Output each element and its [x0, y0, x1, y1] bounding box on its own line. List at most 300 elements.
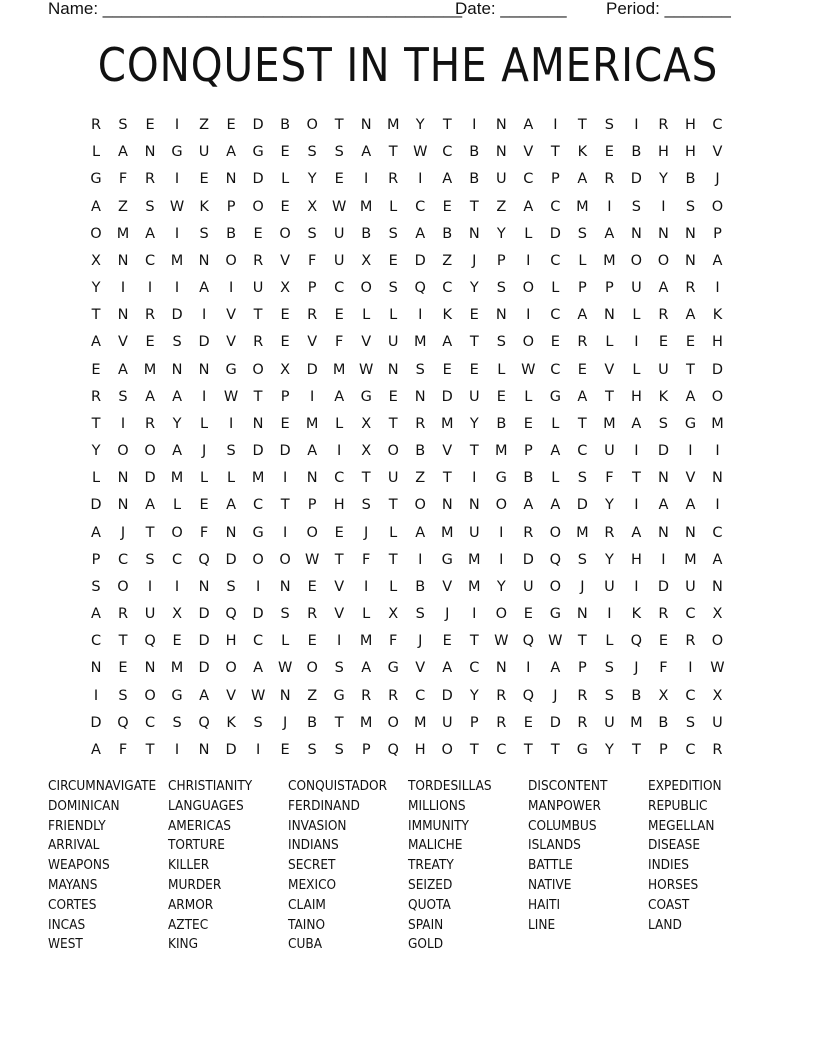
grid-letter[interactable]: W [277, 660, 293, 677]
grid-letter[interactable]: K [658, 388, 669, 405]
grid-letter[interactable]: M [170, 660, 184, 677]
grid-letter[interactable]: O [117, 578, 129, 595]
grid-letter[interactable]: R [577, 687, 588, 704]
grid-letter[interactable]: Q [117, 714, 129, 731]
grid-letter[interactable]: Q [414, 280, 426, 297]
grid-letter[interactable]: G [252, 144, 264, 161]
grid-letter[interactable]: T [631, 741, 641, 758]
grid-letter[interactable]: T [550, 144, 560, 161]
grid-letter[interactable]: Y [604, 551, 614, 568]
grid-letter[interactable]: O [657, 252, 670, 269]
grid-letter[interactable]: O [171, 524, 183, 541]
grid-letter[interactable]: T [631, 470, 641, 487]
grid-letter[interactable]: U [333, 225, 345, 242]
grid-letter[interactable]: C [550, 198, 561, 215]
grid-letter[interactable]: Z [118, 198, 128, 215]
grid-letter[interactable]: R [415, 415, 426, 432]
grid-letter[interactable]: I [688, 443, 693, 460]
grid-letter[interactable]: D [252, 606, 264, 623]
grid-letter[interactable]: S [334, 144, 344, 161]
grid-letter[interactable]: T [523, 741, 533, 758]
grid-letter[interactable]: M [359, 633, 373, 650]
grid-letter[interactable]: A [226, 144, 237, 161]
grid-letter[interactable]: I [472, 606, 477, 623]
grid-letter[interactable]: M [170, 252, 184, 269]
grid-letter[interactable]: O [306, 524, 318, 541]
grid-letter[interactable]: A [145, 497, 155, 514]
grid-letter[interactable]: M [386, 117, 400, 133]
date-field[interactable]: Date: _______ [455, 0, 567, 18]
grid-letter[interactable]: U [604, 443, 615, 460]
grid-letter[interactable]: Q [144, 633, 156, 650]
grid-letter[interactable]: N [685, 225, 696, 242]
grid-letter[interactable]: T [550, 741, 560, 758]
grid-letter[interactable]: I [526, 252, 531, 269]
grid-letter[interactable]: H [333, 497, 345, 514]
grid-letter[interactable]: C [523, 171, 534, 188]
grid-letter[interactable]: I [607, 606, 612, 623]
grid-letter[interactable]: I [634, 334, 639, 351]
grid-letter[interactable]: O [252, 551, 264, 568]
grid-letter[interactable]: X [280, 361, 291, 378]
grid-letter[interactable]: P [307, 497, 317, 514]
grid-letter[interactable]: T [91, 307, 101, 324]
grid-letter[interactable]: I [174, 225, 180, 242]
grid-letter[interactable]: E [604, 144, 614, 161]
grid-letter[interactable]: W [710, 660, 725, 677]
grid-letter[interactable]: A [523, 198, 534, 215]
grid-letter[interactable]: C [144, 252, 156, 269]
grid-letter[interactable]: W [304, 551, 320, 568]
grid-letter[interactable]: I [634, 117, 639, 133]
grid-letter[interactable]: A [442, 171, 453, 188]
grid-letter[interactable]: R [253, 252, 264, 269]
grid-letter[interactable]: I [174, 280, 180, 297]
grid-letter[interactable]: W [169, 198, 185, 215]
grid-letter[interactable]: N [279, 578, 291, 595]
grid-letter[interactable]: B [685, 171, 696, 188]
grid-letter[interactable]: J [282, 714, 288, 731]
grid-letter[interactable]: O [387, 714, 399, 731]
grid-letter[interactable]: T [604, 388, 614, 405]
grid-letter[interactable]: S [415, 606, 425, 623]
grid-letter[interactable]: F [118, 741, 128, 758]
grid-letter[interactable]: R [253, 334, 264, 351]
grid-letter[interactable]: P [550, 171, 560, 188]
grid-letter[interactable]: T [388, 497, 398, 514]
grid-letter[interactable]: E [388, 388, 398, 405]
grid-letter[interactable]: D [198, 334, 210, 351]
grid-letter[interactable]: E [280, 334, 290, 351]
grid-letter[interactable]: E [523, 415, 533, 432]
grid-letter[interactable]: I [661, 198, 666, 215]
grid-letter[interactable]: M [576, 198, 589, 215]
grid-letter[interactable]: B [361, 225, 372, 242]
grid-letter[interactable]: L [200, 470, 209, 487]
grid-letter[interactable]: A [334, 388, 345, 405]
grid-letter[interactable]: Y [172, 415, 182, 432]
grid-letter[interactable]: B [631, 687, 642, 704]
grid-letter[interactable]: L [632, 361, 641, 378]
grid-letter[interactable]: I [174, 578, 180, 595]
grid-letter[interactable]: E [496, 388, 506, 405]
grid-letter[interactable]: D [225, 551, 237, 568]
grid-letter[interactable]: A [91, 741, 101, 758]
grid-letter[interactable]: U [252, 280, 264, 297]
grid-letter[interactable]: A [658, 280, 669, 297]
grid-letter[interactable]: F [659, 660, 668, 677]
grid-letter[interactable]: I [499, 551, 504, 568]
grid-letter[interactable]: R [307, 307, 318, 324]
grid-letter[interactable]: N [225, 171, 237, 188]
grid-letter[interactable]: A [442, 660, 453, 677]
grid-letter[interactable]: I [201, 307, 207, 324]
grid-letter[interactable]: M [305, 415, 319, 432]
grid-letter[interactable]: V [442, 578, 453, 595]
grid-letter[interactable]: M [413, 334, 427, 351]
grid-letter[interactable]: R [144, 415, 156, 432]
grid-letter[interactable]: N [495, 307, 507, 324]
grid-letter[interactable]: X [361, 252, 372, 269]
grid-letter[interactable]: E [469, 307, 479, 324]
grid-letter[interactable]: A [685, 388, 696, 405]
grid-letter[interactable]: C [144, 714, 156, 731]
grid-letter[interactable]: O [549, 524, 562, 541]
grid-letter[interactable]: L [605, 334, 614, 351]
grid-letter[interactable]: Z [307, 687, 318, 704]
grid-letter[interactable]: S [658, 415, 669, 432]
grid-letter[interactable]: R [388, 687, 399, 704]
grid-letter[interactable]: R [658, 307, 669, 324]
grid-letter[interactable]: S [496, 334, 506, 351]
grid-letter[interactable]: I [147, 280, 153, 297]
grid-letter[interactable]: A [91, 334, 101, 351]
grid-letter[interactable]: T [469, 334, 479, 351]
grid-letter[interactable]: L [281, 633, 290, 650]
grid-letter[interactable]: S [604, 660, 614, 677]
grid-letter[interactable]: O [144, 443, 156, 460]
grid-letter[interactable]: C [469, 660, 480, 677]
grid-letter[interactable]: A [631, 415, 642, 432]
grid-letter[interactable]: O [441, 741, 453, 758]
grid-letter[interactable]: E [199, 171, 209, 188]
grid-letter[interactable]: C [442, 280, 453, 297]
grid-letter[interactable]: R [90, 388, 102, 405]
grid-letter[interactable]: C [415, 198, 426, 215]
grid-letter[interactable]: S [118, 117, 128, 133]
grid-letter[interactable]: I [526, 307, 531, 324]
grid-letter[interactable]: L [632, 307, 641, 324]
grid-letter[interactable]: S [388, 280, 398, 297]
grid-letter[interactable]: T [145, 524, 155, 541]
grid-letter[interactable]: J [418, 633, 423, 650]
grid-letter[interactable]: R [577, 714, 588, 731]
grid-letter[interactable]: K [712, 307, 723, 324]
grid-letter[interactable]: U [523, 578, 534, 595]
grid-letter[interactable]: J [120, 524, 126, 541]
grid-letter[interactable]: G [495, 470, 507, 487]
grid-letter[interactable]: V [334, 578, 345, 595]
grid-letter[interactable]: U [387, 470, 399, 487]
grid-letter[interactable]: E [658, 633, 668, 650]
grid-letter[interactable]: R [604, 171, 615, 188]
period-field[interactable]: Period: _______ [606, 0, 731, 18]
grid-letter[interactable]: I [688, 660, 693, 677]
grid-letter[interactable]: S [145, 551, 155, 568]
grid-letter[interactable]: I [634, 443, 639, 460]
grid-letter[interactable]: E [442, 361, 452, 378]
grid-letter[interactable]: G [576, 741, 588, 758]
grid-letter[interactable]: C [496, 741, 507, 758]
grid-letter[interactable]: J [364, 524, 369, 541]
grid-letter[interactable]: C [334, 280, 345, 297]
grid-letter[interactable]: N [414, 388, 426, 405]
grid-letter[interactable]: I [201, 388, 207, 405]
grid-letter[interactable]: E [145, 117, 155, 133]
grid-letter[interactable]: T [469, 198, 479, 215]
grid-letter[interactable]: G [171, 144, 183, 161]
grid-letter[interactable]: C [442, 144, 453, 161]
grid-letter[interactable]: U [604, 714, 615, 731]
grid-letter[interactable]: M [413, 714, 427, 731]
grid-letter[interactable]: O [522, 334, 535, 351]
grid-letter[interactable]: N [198, 741, 210, 758]
grid-letter[interactable]: M [170, 470, 184, 487]
grid-letter[interactable]: U [333, 252, 345, 269]
grid-letter[interactable]: O [279, 225, 291, 242]
grid-letter[interactable]: X [388, 606, 399, 623]
grid-letter[interactable]: N [468, 497, 480, 514]
grid-letter[interactable]: A [550, 443, 561, 460]
grid-letter[interactable]: A [91, 524, 101, 541]
grid-letter[interactable]: M [684, 551, 697, 568]
grid-letter[interactable]: G [252, 524, 264, 541]
grid-letter[interactable]: Q [630, 633, 643, 650]
grid-letter[interactable]: Q [198, 551, 210, 568]
grid-letter[interactable]: U [685, 578, 696, 595]
grid-letter[interactable]: O [630, 252, 643, 269]
grid-letter[interactable]: O [306, 117, 318, 133]
grid-letter[interactable]: R [604, 524, 615, 541]
grid-letter[interactable]: X [172, 606, 183, 623]
grid-letter[interactable]: T [469, 633, 479, 650]
grid-letter[interactable]: N [117, 497, 129, 514]
grid-letter[interactable]: S [577, 551, 587, 568]
grid-letter[interactable]: D [657, 443, 669, 460]
grid-letter[interactable]: E [334, 524, 344, 541]
grid-letter[interactable]: T [253, 388, 263, 405]
grid-letter[interactable]: U [144, 606, 156, 623]
grid-letter[interactable]: B [415, 443, 426, 460]
grid-letter[interactable]: Y [469, 415, 479, 432]
grid-letter[interactable]: T [388, 415, 398, 432]
grid-letter[interactable]: M [359, 198, 373, 215]
grid-letter[interactable]: M [603, 252, 616, 269]
grid-letter[interactable]: E [280, 415, 290, 432]
grid-letter[interactable]: E [334, 171, 344, 188]
grid-letter[interactable]: L [578, 252, 587, 269]
grid-letter[interactable]: P [226, 198, 236, 215]
grid-letter[interactable]: G [225, 361, 237, 378]
grid-letter[interactable]: U [198, 144, 210, 161]
grid-letter[interactable]: D [144, 470, 156, 487]
grid-letter[interactable]: A [199, 687, 210, 704]
grid-letter[interactable]: L [335, 415, 344, 432]
grid-letter[interactable]: S [199, 225, 209, 242]
grid-letter[interactable]: G [684, 415, 697, 432]
grid-letter[interactable]: A [577, 388, 588, 405]
grid-letter[interactable]: X [280, 280, 291, 297]
grid-letter[interactable]: A [685, 497, 696, 514]
grid-letter[interactable]: I [282, 524, 288, 541]
grid-letter[interactable]: O [414, 497, 426, 514]
grid-letter[interactable]: C [712, 524, 723, 541]
grid-letter[interactable]: O [225, 660, 237, 677]
grid-letter[interactable]: V [118, 334, 128, 351]
grid-letter[interactable]: L [91, 144, 101, 161]
grid-letter[interactable]: N [630, 225, 642, 242]
grid-letter[interactable]: F [389, 633, 398, 650]
grid-letter[interactable]: N [225, 524, 237, 541]
grid-letter[interactable]: A [577, 307, 588, 324]
grid-letter[interactable]: V [685, 470, 696, 487]
grid-letter[interactable]: R [307, 606, 318, 623]
grid-letter[interactable]: E [523, 606, 533, 623]
grid-letter[interactable]: P [577, 660, 587, 677]
grid-letter[interactable]: I [553, 117, 558, 133]
grid-letter[interactable]: H [414, 741, 426, 758]
grid-letter[interactable]: T [334, 714, 344, 731]
grid-letter[interactable]: V [226, 687, 237, 704]
grid-letter[interactable]: E [172, 633, 182, 650]
grid-letter[interactable]: B [631, 144, 642, 161]
grid-letter[interactable]: S [172, 334, 182, 351]
grid-letter[interactable]: Y [415, 117, 425, 133]
grid-letter[interactable]: R [496, 687, 507, 704]
grid-letter[interactable]: N [117, 470, 129, 487]
grid-letter[interactable]: B [442, 225, 453, 242]
grid-letter[interactable]: E [577, 361, 587, 378]
grid-letter[interactable]: N [712, 578, 723, 595]
grid-letter[interactable]: O [387, 443, 399, 460]
grid-letter[interactable]: D [90, 714, 102, 731]
grid-letter[interactable]: S [91, 578, 101, 595]
grid-letter[interactable]: S [577, 225, 587, 242]
grid-letter[interactable]: O [522, 280, 535, 297]
grid-letter[interactable]: D [198, 660, 210, 677]
grid-letter[interactable]: E [469, 361, 479, 378]
grid-letter[interactable]: N [657, 470, 669, 487]
grid-letter[interactable]: D [576, 497, 588, 514]
grid-letter[interactable]: V [523, 144, 534, 161]
grid-letter[interactable]: L [551, 415, 560, 432]
grid-letter[interactable]: A [91, 198, 101, 215]
grid-letter[interactable]: U [468, 524, 480, 541]
grid-letter[interactable]: L [362, 307, 371, 324]
grid-letter[interactable]: Q [387, 741, 399, 758]
grid-letter[interactable]: S [631, 198, 641, 215]
grid-letter[interactable]: C [550, 361, 561, 378]
grid-letter[interactable]: S [253, 714, 263, 731]
grid-letter[interactable]: L [389, 307, 398, 324]
grid-letter[interactable]: E [307, 633, 317, 650]
grid-letter[interactable]: N [117, 307, 129, 324]
grid-letter[interactable]: M [440, 524, 454, 541]
grid-letter[interactable]: E [523, 714, 533, 731]
grid-letter[interactable]: A [550, 660, 561, 677]
grid-letter[interactable]: G [549, 388, 561, 405]
grid-letter[interactable]: V [604, 361, 615, 378]
grid-letter[interactable]: E [685, 334, 696, 351]
grid-letter[interactable]: A [631, 524, 642, 541]
grid-letter[interactable]: N [279, 687, 291, 704]
grid-letter[interactable]: S [388, 225, 398, 242]
grid-letter[interactable]: U [631, 280, 642, 297]
grid-letter[interactable]: A [604, 225, 615, 242]
grid-letter[interactable]: G [333, 687, 345, 704]
grid-letter[interactable]: F [362, 551, 371, 568]
grid-letter[interactable]: A [685, 307, 696, 324]
grid-letter[interactable]: C [685, 687, 696, 704]
grid-letter[interactable]: I [174, 741, 180, 758]
grid-letter[interactable]: N [495, 660, 507, 677]
grid-letter[interactable]: R [685, 280, 696, 297]
grid-letter[interactable]: V [280, 252, 291, 269]
grid-letter[interactable]: H [684, 117, 696, 133]
grid-letter[interactable]: D [279, 443, 291, 460]
grid-letter[interactable]: U [658, 361, 669, 378]
grid-letter[interactable]: I [228, 280, 234, 297]
grid-letter[interactable]: I [174, 171, 180, 188]
grid-letter[interactable]: T [361, 470, 371, 487]
grid-letter[interactable]: C [117, 551, 129, 568]
grid-letter[interactable]: F [199, 524, 209, 541]
grid-letter[interactable]: I [418, 551, 423, 568]
grid-letter[interactable]: V [712, 144, 723, 161]
grid-letter[interactable]: T [334, 551, 344, 568]
grid-letter[interactable]: F [118, 171, 128, 188]
grid-letter[interactable]: D [441, 687, 453, 704]
grid-letter[interactable]: S [361, 497, 371, 514]
grid-letter[interactable]: H [657, 144, 669, 161]
grid-letter[interactable]: Y [604, 497, 614, 514]
grid-letter[interactable]: Y [604, 741, 614, 758]
grid-letter[interactable]: P [659, 741, 668, 758]
grid-letter[interactable]: R [712, 741, 723, 758]
grid-letter[interactable]: N [198, 578, 210, 595]
grid-letter[interactable]: N [198, 361, 210, 378]
grid-letter[interactable]: O [711, 388, 724, 405]
grid-letter[interactable]: T [577, 633, 587, 650]
grid-letter[interactable]: A [415, 225, 426, 242]
grid-letter[interactable]: S [280, 606, 290, 623]
grid-letter[interactable]: T [442, 117, 452, 133]
grid-letter[interactable]: J [580, 578, 585, 595]
grid-letter[interactable]: I [364, 578, 369, 595]
grid-letter[interactable]: O [360, 280, 372, 297]
grid-letter[interactable]: O [495, 606, 507, 623]
grid-letter[interactable]: N [117, 252, 129, 269]
grid-letter[interactable]: U [468, 388, 480, 405]
grid-letter[interactable]: I [418, 307, 423, 324]
grid-letter[interactable]: P [361, 741, 371, 758]
grid-letter[interactable]: V [307, 334, 318, 351]
grid-letter[interactable]: O [225, 252, 237, 269]
grid-letter[interactable]: N [306, 470, 318, 487]
grid-letter[interactable]: S [226, 443, 236, 460]
grid-letter[interactable]: E [280, 741, 290, 758]
grid-letter[interactable]: D [549, 714, 561, 731]
